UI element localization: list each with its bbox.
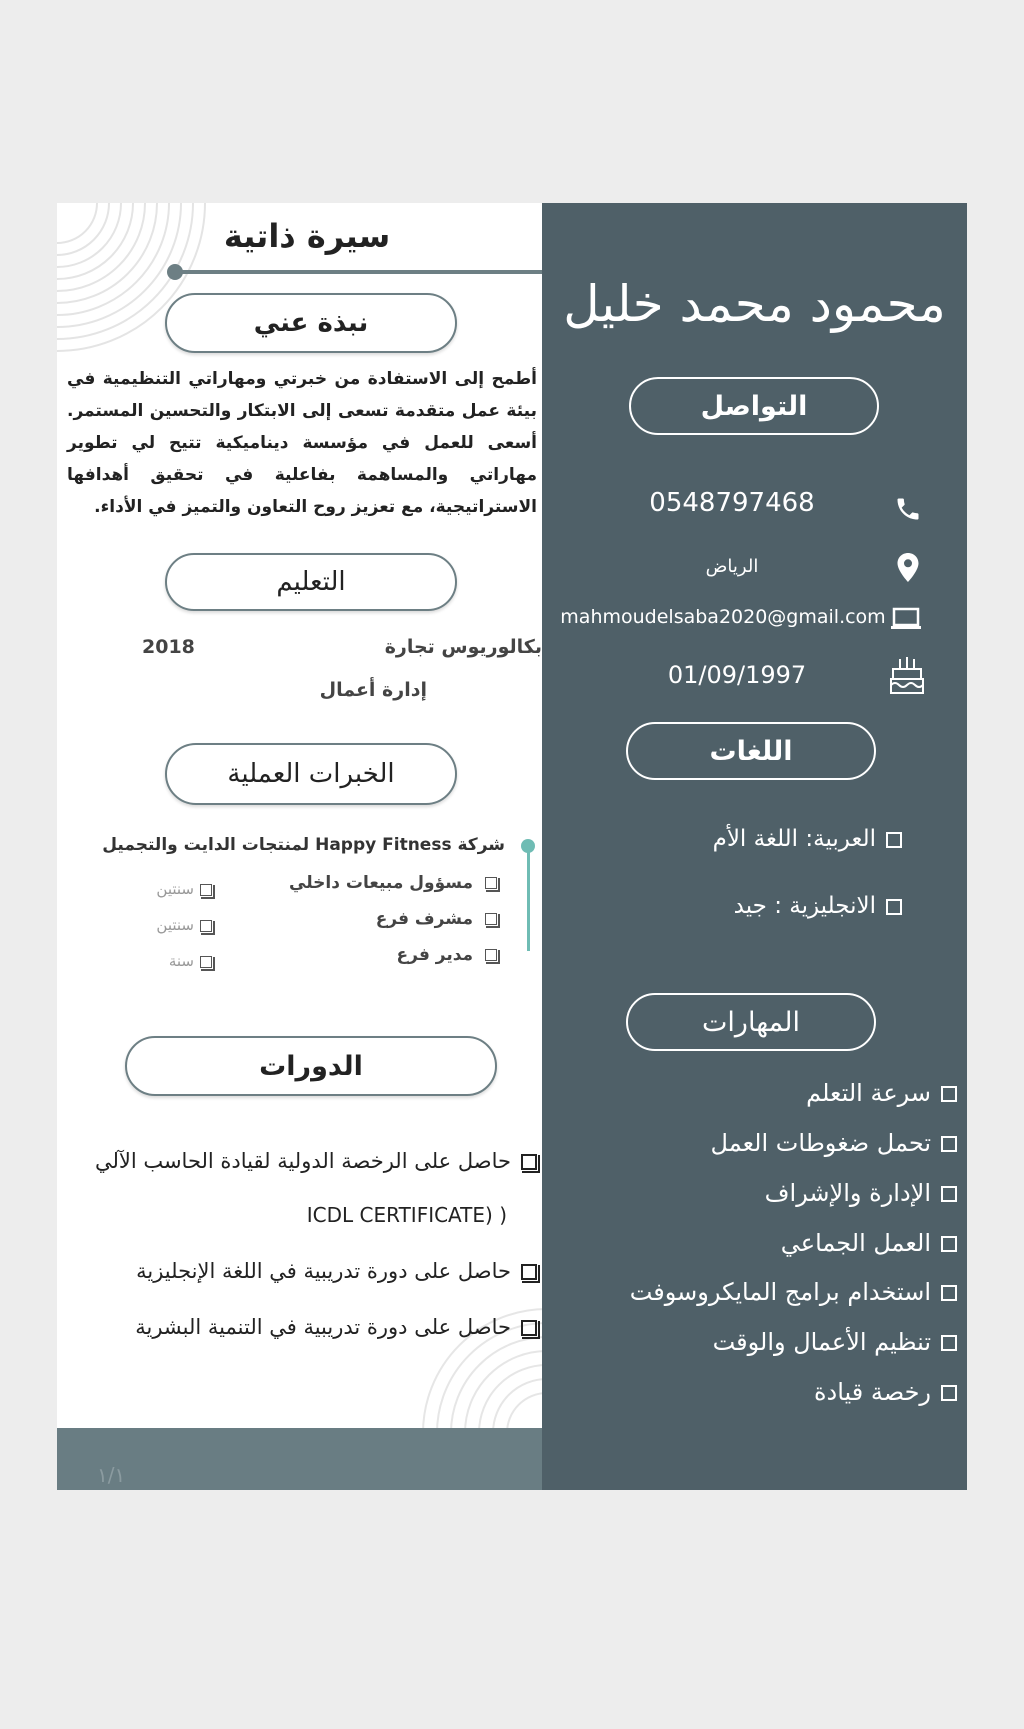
- checkbox-icon: [521, 1264, 537, 1280]
- checkbox-icon: [941, 1285, 957, 1301]
- experience-company: شركة Happy Fitness لمنتجات الدايت والتجميل: [102, 835, 505, 855]
- checkbox-icon: [941, 1335, 957, 1351]
- title-divider: [169, 270, 543, 274]
- skills-heading: المهارات: [626, 993, 876, 1051]
- checkbox-icon: [485, 877, 497, 889]
- title-divider-dot: [167, 264, 183, 280]
- course-item-note: ICDL CERTIFICATE) ): [306, 1203, 507, 1227]
- languages-heading: اللغات: [626, 722, 876, 780]
- course-item: حاصل على الرخصة الدولية لقيادة الحاسب الآلي: [67, 1149, 537, 1173]
- person-name: محمود محمد خليل: [563, 275, 946, 333]
- about-text: أطمح إلى الاستفادة من خبرتي ومهاراتي التنظيمية في بيئة عمل متقدمة تسعى إلى الابتكار والتحسين المستمر. أسعى للعمل في مؤسسة ديناميكية تتيح لي تطوير مهاراتي والمساهمة بفاعلية في تحقيق أهدافها الاستراتيجية، مع تعزيز روح التعاون والتميز في الأداء.: [67, 369, 537, 517]
- birthdate: 01/09/1997: [667, 661, 807, 689]
- cv-title: سيرة ذاتية: [223, 217, 391, 255]
- about-heading: نبذة عني: [165, 293, 457, 353]
- skill-item: استخدام برامج المايكروسوفت: [557, 1278, 957, 1306]
- phone-icon: [894, 495, 922, 523]
- role-duration: سنة: [132, 952, 212, 970]
- checkbox-icon: [200, 884, 212, 896]
- checkbox-icon: [941, 1385, 957, 1401]
- city: الرياض: [705, 556, 759, 577]
- role-item: مسؤول مبيعات داخلي: [237, 873, 497, 893]
- checkbox-icon: [521, 1154, 537, 1170]
- language-item: العربية: اللغة الأم: [602, 826, 902, 852]
- checkbox-icon: [886, 832, 902, 848]
- role-duration: سنتين: [132, 880, 212, 898]
- skill-item: العمل الجماعي: [557, 1229, 957, 1257]
- education-degree: بكالوريوس تجارة: [384, 636, 542, 658]
- page-number: ١/١: [97, 1463, 126, 1487]
- cv-sheet: [57, 203, 967, 1490]
- decorative-arcs-bottom: [397, 1293, 547, 1433]
- footer-bar: [57, 1428, 563, 1490]
- course-item: حاصل على دورة تدريبية في اللغة الإنجليزية: [67, 1259, 537, 1283]
- skill-item: تنظيم الأعمال والوقت: [557, 1328, 957, 1356]
- checkbox-icon: [941, 1086, 957, 1102]
- role-duration: سنتين: [132, 916, 212, 934]
- checkbox-icon: [485, 949, 497, 961]
- skill-item: سرعة التعلم: [557, 1079, 957, 1107]
- education-heading: التعليم: [165, 553, 457, 611]
- checkbox-icon: [941, 1186, 957, 1202]
- language-item: الانجليزية : جيد: [602, 893, 902, 919]
- checkbox-icon: [200, 956, 212, 968]
- sidebar: [542, 203, 967, 1490]
- checkbox-icon: [941, 1236, 957, 1252]
- checkbox-icon: [886, 899, 902, 915]
- skill-item: الإدارة والإشراف: [557, 1179, 957, 1207]
- checkbox-icon: [941, 1136, 957, 1152]
- timeline-line: [527, 851, 530, 951]
- location-pin-icon: [896, 553, 920, 583]
- education-major: إدارة أعمال: [319, 679, 427, 701]
- education-year: 2018: [142, 636, 195, 658]
- checkbox-icon: [521, 1320, 537, 1336]
- contact-heading: التواصل: [629, 377, 879, 435]
- role-item: مشرف فرع: [237, 909, 497, 929]
- phone-number: 0548797468: [649, 488, 815, 518]
- email: mahmoudelsaba2020@gmail.com: [560, 606, 886, 628]
- checkbox-icon: [485, 913, 497, 925]
- skill-item: تحمل ضغوطات العمل: [557, 1129, 957, 1157]
- birthday-cake-icon: [888, 653, 926, 697]
- course-item: حاصل على دورة تدريبية في التنمية البشرية: [67, 1315, 537, 1339]
- laptop-icon: [890, 607, 922, 631]
- experience-heading: الخبرات العملية: [165, 743, 457, 805]
- checkbox-icon: [200, 920, 212, 932]
- role-item: مدير فرع: [237, 945, 497, 965]
- courses-heading: الدورات: [125, 1036, 497, 1096]
- skill-item: رخصة قيادة: [557, 1378, 957, 1406]
